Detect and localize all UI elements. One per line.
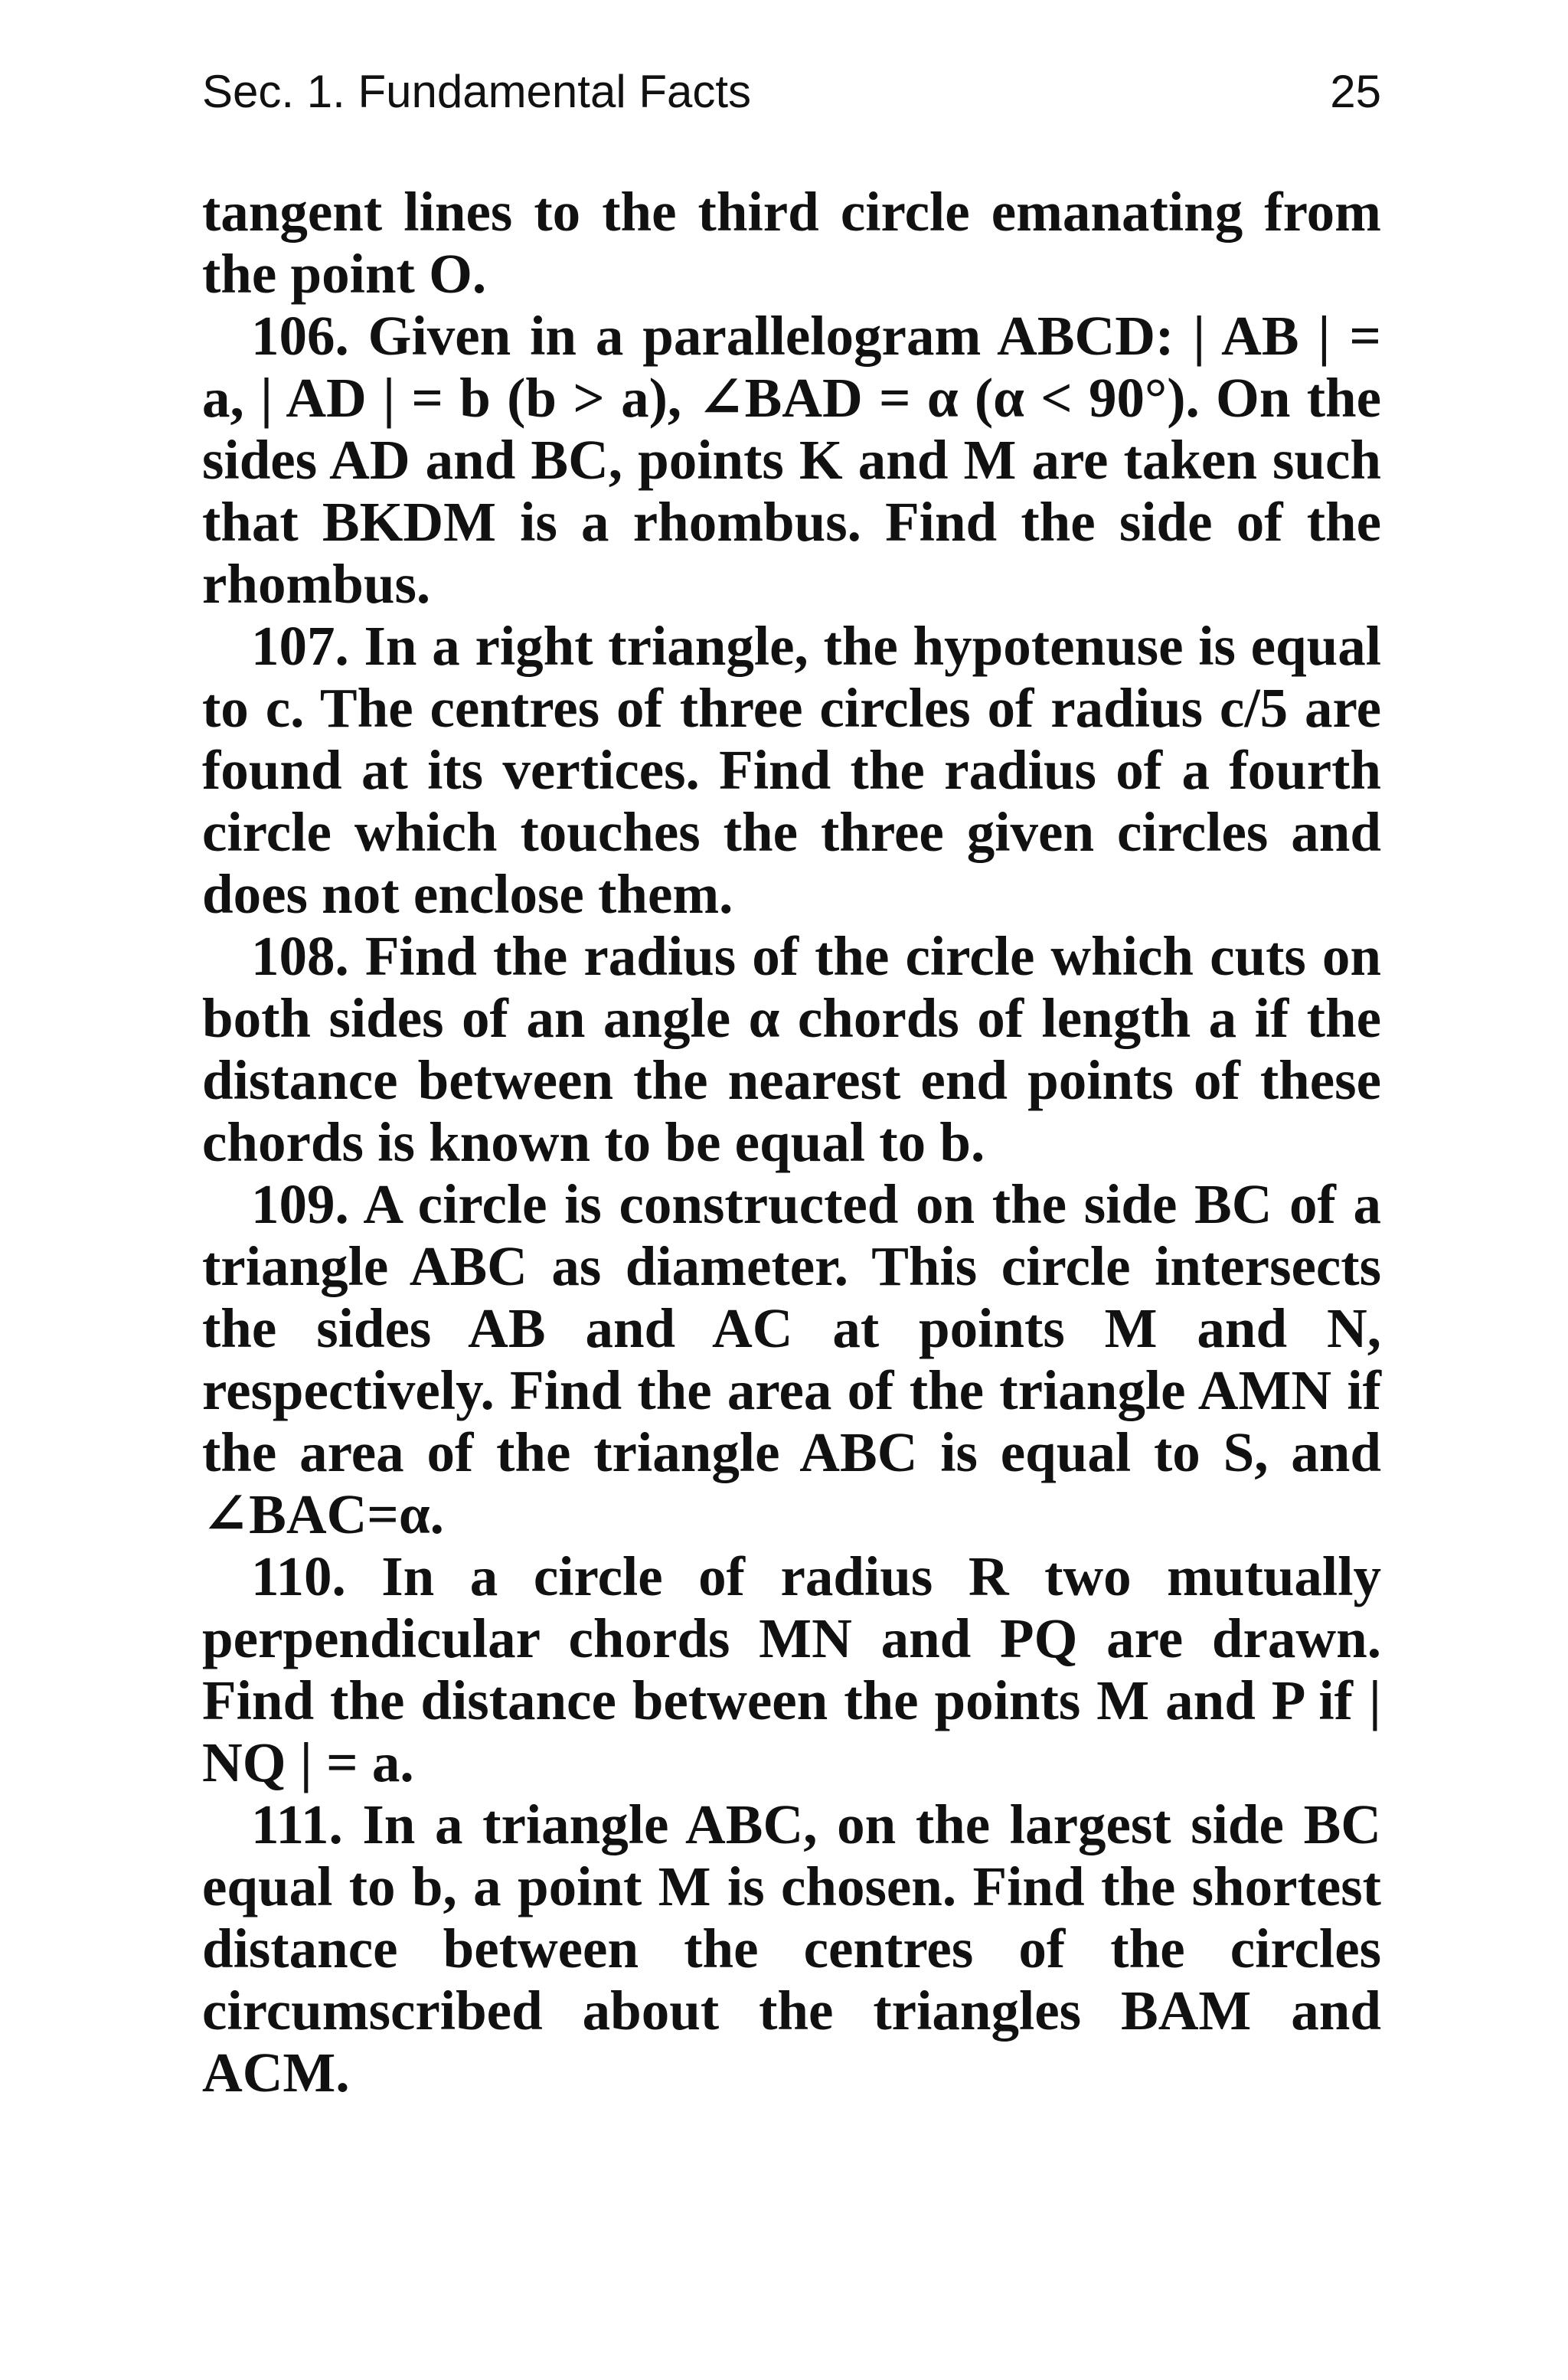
problem-111 [202, 1793, 1381, 2104]
continuation-paragraph: tangent lines to the third circle emanating from the point O. [202, 181, 1381, 305]
problem-107 [202, 615, 1381, 925]
problem-106 [202, 305, 1381, 615]
problem-list [202, 181, 1381, 2104]
problem-109 [202, 1173, 1381, 1545]
problem-number: 107. [251, 615, 349, 677]
problem-text: A circle is constructed on the side BC of a triangle ABC as diameter. This circle intersects the sides AB and AC at points M and N, respectively. Find the area of the triangle AMN if the area of the triangle ABC is equal to S, and ∠BAC=α. [202, 1173, 1381, 1545]
problem-number: 108. [251, 925, 349, 987]
problem-number: 109. [251, 1173, 349, 1235]
problem-text: Find the radius of the circle which cuts on both sides of an angle α chords of length a if the distance between the nearest end points of these chords is known to be equal to b. [202, 925, 1381, 1173]
page-number: 25 [1330, 66, 1381, 117]
book-page [202, 66, 1382, 2104]
problem-110 [202, 1545, 1381, 1793]
problem-108 [202, 925, 1381, 1173]
problem-text: In a right triangle, the hypotenuse is equal to c. The centres of three circles of radius c/5 are found at its vertices. Find the radius of a fourth circle which touches the three given circles and does not enclose them. [202, 615, 1382, 925]
problem-number: 111. [251, 1793, 343, 1855]
problem-text: In a circle of radius R two mutually perpendicular chords MN and PQ are drawn. Find the distance between the points M and P if | NQ | = a. [202, 1545, 1381, 1793]
running-head [202, 66, 1381, 117]
problem-text: In a triangle ABC, on the largest side BC equal to b, a point M is chosen. Find the shortest distance between the centres of the circles circumscribed about the triangles BAM and ACM. [202, 1793, 1381, 2104]
section-title: Sec. 1. Fundamental Facts [202, 66, 752, 117]
problem-number: 106. [251, 305, 349, 367]
problem-text: Given in a parallelogram ABCD: | AB | = a, | AD | = b (b > a), ∠BAD = α (α < 90°). On the sides AD and BC, points K and M are taken such that BKDM is a rhombus. Find the side of the rhombus. [202, 305, 1381, 615]
problem-number: 110. [251, 1545, 346, 1607]
